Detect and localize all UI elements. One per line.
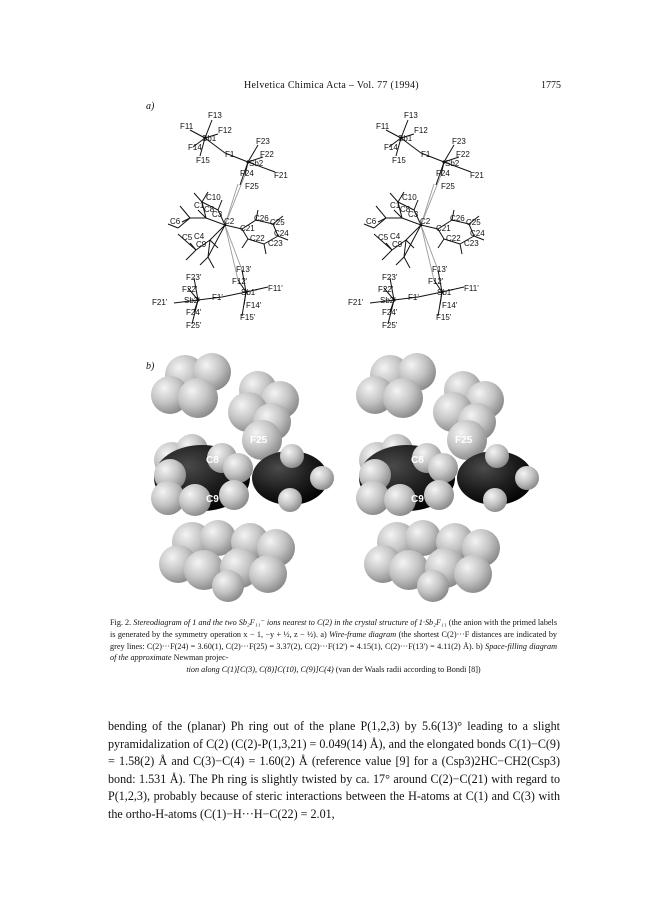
label-C21: C21 <box>436 224 451 233</box>
label-F12: F12 <box>414 126 428 135</box>
label-F23: F23 <box>452 137 466 146</box>
label-F22: F22 <box>456 150 470 159</box>
label-C10: C10 <box>206 193 221 202</box>
label-F21: F21 <box>274 171 288 180</box>
label-C26: C26 <box>450 214 465 223</box>
label-F14p: F14' <box>246 301 262 310</box>
label-C23: C23 <box>268 239 283 248</box>
label-sf-C8: C8 <box>411 455 424 466</box>
caption-last-line <box>110 664 557 676</box>
caption-fig-number: Fig. 2. <box>110 618 134 627</box>
label-C5: C5 <box>182 233 193 242</box>
label-F14: F14 <box>188 143 202 152</box>
caption-text: (van der Waals radii according to Bondi [8]) <box>333 665 481 675</box>
label-C3: C3 <box>408 210 419 219</box>
label-C2: C2 <box>420 217 431 226</box>
label-F22: F22 <box>260 150 274 159</box>
label-C25: C25 <box>466 218 481 227</box>
caption-italic: Space-filling diagram of the approximate <box>110 641 557 663</box>
caption-text: (the <box>396 629 412 639</box>
label-F11p: F11' <box>464 284 479 293</box>
label-F23: F23 <box>256 137 270 146</box>
label-F15p: F15' <box>240 313 256 322</box>
label-C22: C22 <box>250 234 265 243</box>
caption-italic: Wire-frame diagram <box>329 629 397 639</box>
label-F22p: F22' <box>378 285 394 294</box>
running-title: Helvetica Chimica Acta – Vol. 77 (1994) <box>244 80 419 91</box>
label-F12p: F12' <box>428 277 444 286</box>
page-number: 1775 <box>541 80 561 91</box>
label-Sb2: Sb2 <box>445 159 460 168</box>
label-C2: C2 <box>224 217 235 226</box>
caption-text: with the primed labels is generated by the symmetry operation x − 1, −y + ½, z − ½). a) <box>110 618 558 639</box>
label-F11: F11 <box>376 122 390 131</box>
label-C9: C9 <box>196 240 207 249</box>
label-F22p: F22' <box>182 285 198 294</box>
label-C8: C8 <box>400 205 411 214</box>
label-F21p: F21' <box>348 298 364 307</box>
label-F1: F1 <box>225 150 235 159</box>
label-Sb1p: Sb1' <box>437 288 453 297</box>
caption-text: shortest C(2)···F distances are indicated by grey lines: C(2)···F(24) = 3.60(1), C(2)···F(25) = 3.37(2), <box>110 629 558 651</box>
label-C10: C10 <box>402 193 417 202</box>
label-F24: F24 <box>436 169 450 178</box>
label-C22: C22 <box>446 234 461 243</box>
label-F11: F11 <box>180 122 194 131</box>
label-F25: F25 <box>441 182 455 191</box>
wireframe-stereodiagram <box>150 100 550 340</box>
label-C3: C3 <box>212 210 223 219</box>
label-C24: C24 <box>470 229 485 238</box>
label-F21: F21 <box>470 171 484 180</box>
label-F24p: F24' <box>382 308 398 317</box>
label-F1p: F1' <box>408 293 419 302</box>
label-C4: C4 <box>194 232 205 241</box>
label-F1p: F1' <box>212 293 223 302</box>
label-F12: F12 <box>218 126 232 135</box>
page-header <box>0 80 663 94</box>
label-F15: F15 <box>196 156 210 165</box>
label-F24: F24 <box>240 169 254 178</box>
label-C6: C6 <box>366 217 377 226</box>
label-F13p: F13' <box>236 265 252 274</box>
label-Sb2: Sb2 <box>249 159 264 168</box>
label-F25: F25 <box>245 182 259 191</box>
label-F13: F13 <box>404 111 418 120</box>
panel-b-label: b) <box>146 361 155 372</box>
label-sf-C9: C9 <box>411 494 424 505</box>
label-F11p: F11' <box>268 284 283 293</box>
label-F12p: F12' <box>232 277 248 286</box>
label-sf-C9: C9 <box>206 494 219 505</box>
label-sf-F25: F25 <box>455 435 473 446</box>
caption-text: (the anion <box>446 618 482 627</box>
label-F15p: F15' <box>436 313 452 322</box>
label-F25p: F25' <box>382 321 398 330</box>
label-F14: F14 <box>384 143 398 152</box>
label-F24p: F24' <box>186 308 202 317</box>
label-F14p: F14' <box>442 301 458 310</box>
label-C1: C1 <box>390 201 401 210</box>
label-C4: C4 <box>390 232 401 241</box>
label-F25p: F25' <box>186 321 202 330</box>
label-F13: F13 <box>208 111 222 120</box>
label-Sb2p: Sb2' <box>380 296 396 305</box>
label-F23p: F23' <box>186 273 202 282</box>
label-Sb1: Sb1 <box>202 134 217 143</box>
body-paragraph: bending of the (planar) Ph ring out of the plane P(1,2,3) by 5.6(13)° leading to a slight pyramidalization of C(2) (C(2)-P(1,3,21) = 0.049(14) Å), and the elongated bonds C(1)−C(9) = 1.58(2) Å and C(3)−C(4) = 1.60(2) Å (reference value [9] for a (Csp3)2HC−CH2(Csp3) bond: 1.531 Å). The Ph ring is slightly twisted by ca. 17° around C(2)−C(21) with regard to P(1,2,3), probably because of steric interactions between the H-atoms at C(1) and C(3) with the ortho-H-atoms (C(1)−H···H−C(22) = 2.01, <box>108 719 560 821</box>
caption-text: Newman projec- <box>171 653 229 663</box>
label-C6: C6 <box>170 217 181 226</box>
caption-title: Stereodiagram of 1 and the two Sb₂F₁₁⁻ ions nearest to C(2) in the crystal structure of 1·Sb₂F₁₁ <box>133 618 447 627</box>
label-C26: C26 <box>254 214 269 223</box>
label-C5: C5 <box>378 233 389 242</box>
label-C8: C8 <box>204 205 215 214</box>
wireframe-labels-right <box>348 111 485 330</box>
spacefilling-stereodiagram <box>140 350 550 605</box>
label-sf-C8: C8 <box>206 455 219 466</box>
label-C25: C25 <box>270 218 285 227</box>
label-F21p: F21' <box>152 298 168 307</box>
label-C24: C24 <box>274 229 289 238</box>
label-F13p: F13' <box>432 265 448 274</box>
label-C1: C1 <box>194 201 205 210</box>
caption-italic: tion along C(1)[C(3), C(8)]C(10), C(9)]C(4) <box>186 665 334 675</box>
label-Sb2p: Sb2' <box>184 296 200 305</box>
caption-text: C(2)···F(12') = 4.15(1), C(2)···F(13') = 4.11(2) Å). b) <box>304 641 486 651</box>
label-sf-F25: F25 <box>250 435 268 446</box>
figure-caption <box>110 617 557 676</box>
wireframe-labels-left <box>152 111 289 330</box>
panel-a-label: a) <box>146 101 155 112</box>
label-Sb1: Sb1 <box>398 134 413 143</box>
label-F15: F15 <box>392 156 406 165</box>
label-F1: F1 <box>421 150 431 159</box>
label-C21: C21 <box>240 224 255 233</box>
label-Sb1p: Sb1' <box>241 288 257 297</box>
label-F23p: F23' <box>382 273 398 282</box>
label-C9: C9 <box>392 240 403 249</box>
label-C23: C23 <box>464 239 479 248</box>
